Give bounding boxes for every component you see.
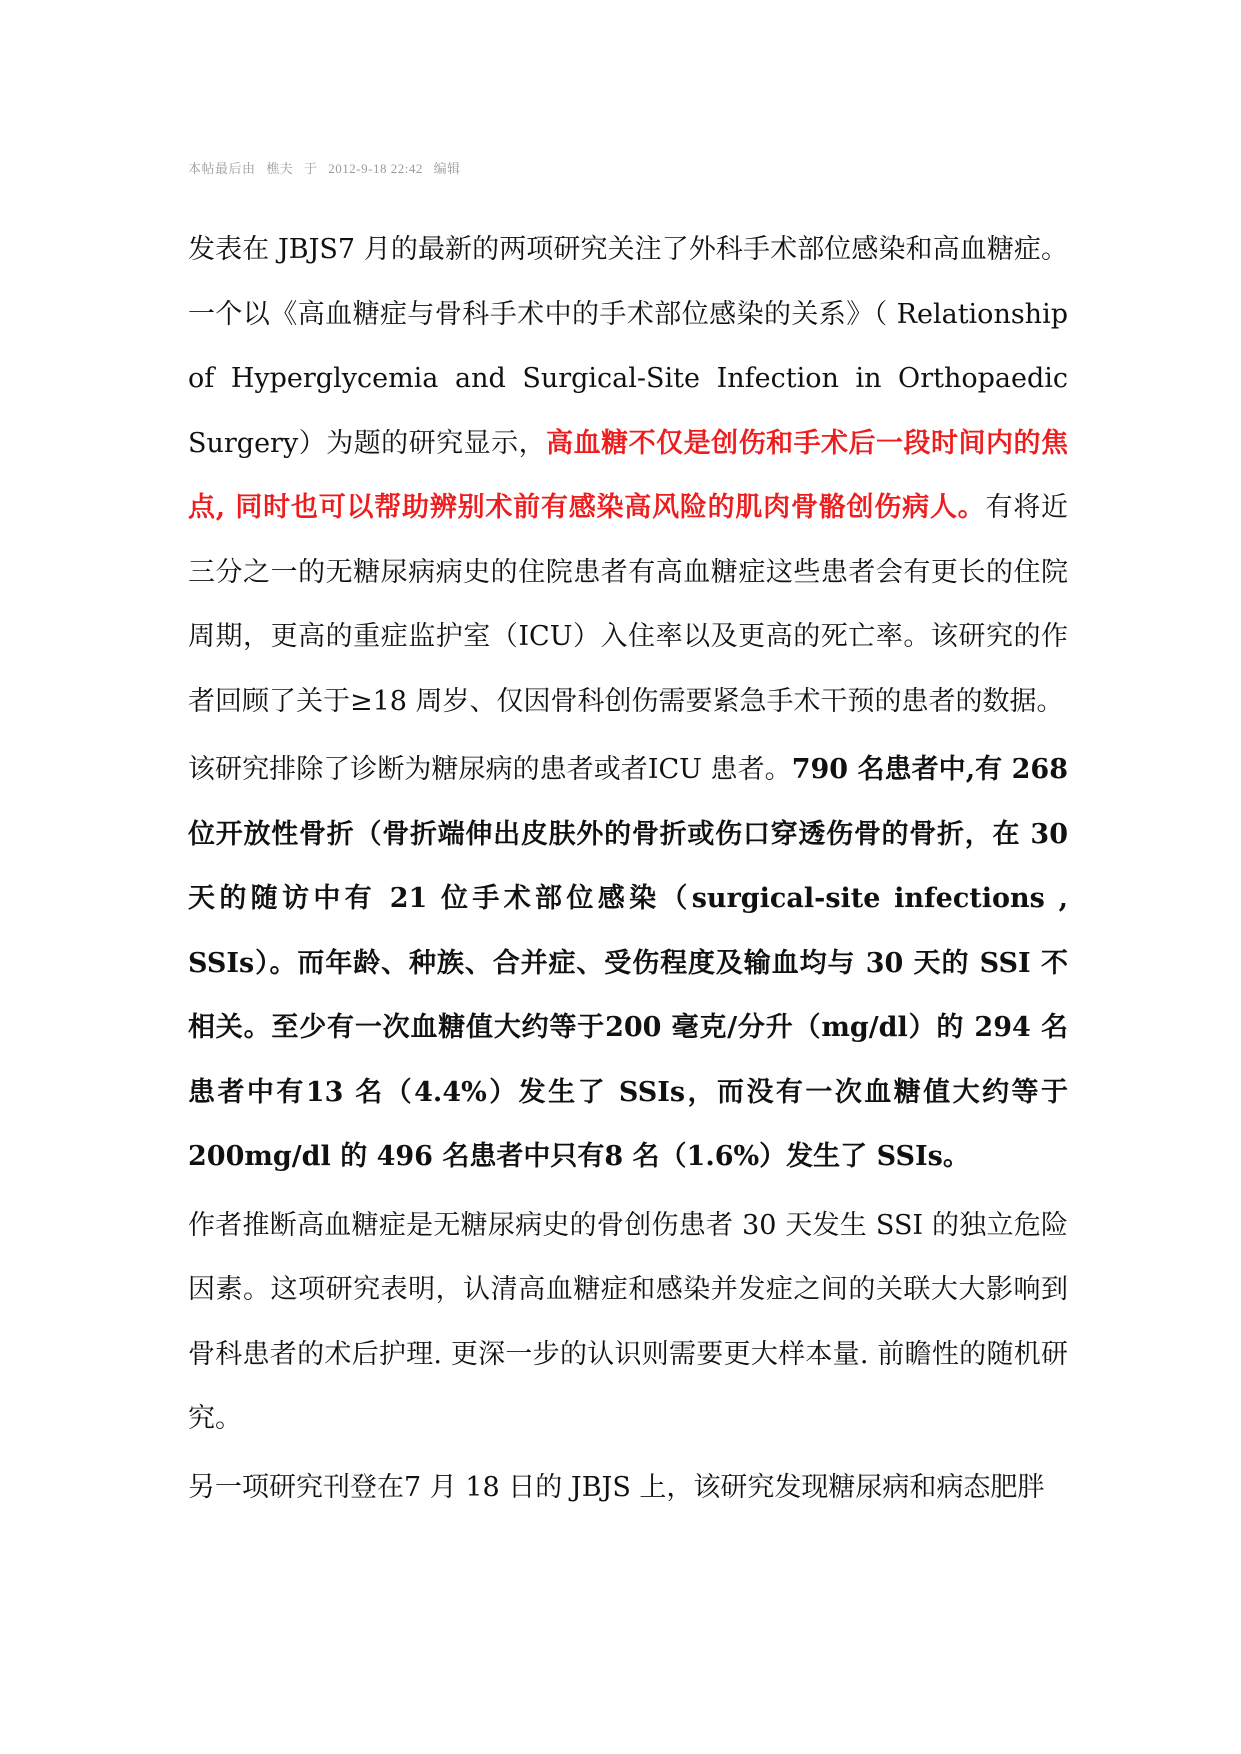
paragraph-4: 另一项研究刊登在7 月 18 日的 JBJS 上，该研究发现糖尿病和病态肥胖 xyxy=(188,1471,1045,1503)
edit-meta-line xyxy=(188,158,468,177)
edit-meta-prefix: 本帖最后由 xyxy=(188,161,256,176)
edit-meta-at: 于 xyxy=(304,161,318,176)
paragraph-1 xyxy=(188,218,1068,734)
article-body xyxy=(188,218,1068,1520)
edit-meta-author: 樵夫 xyxy=(266,161,294,176)
paragraph-1-intro: 发表在 JBJS7 月的最新的两项研究关注了外科手术部位感染和高血糖症。一个以《高血糖症与骨科手术中的手术部位感染的关系》（ Relationship of Hyperglycemia and Surgical-Site Infection in Orthopaedic Surgery）为题的研究显示， xyxy=(188,234,1068,459)
paragraph-2 xyxy=(188,738,1068,1190)
paragraph-2-bold: 790 名患者中,有 268 位开放性骨折（骨折端伸出皮肤外的骨折或伤口穿透伤骨的骨折，在 30 天的随访中有 21 位手术部位感染（surgical-site infections , SSIs）。而年龄、种族、合并症、受伤程度及输血均与 30 天的 SSI 不相关。至少有一次血糖值大约等于200 毫克/分升（mg/dl）的 294 名患者中有13 名（4.4%）发生了 SSIs，而没有一次血糖值大约等于200mg/dl 的 496 名患者中只有8 名（1.6%）发生了 SSIs。 xyxy=(188,754,1068,1172)
edit-meta-datetime: 2012-9-18 22:42 xyxy=(328,161,423,176)
paragraph-3: 作者推断高血糖症是无糖尿病史的骨创伤患者 30 天发生 SSI 的独立危险因素。这项研究表明，认清高血糖症和感染并发症之间的关联大大影响到骨科患者的术后护理. 更深一步的认识则需要更大样本量. 前瞻性的随机研究。 xyxy=(188,1209,1068,1434)
paragraph-1-highlight: 高血糖不仅是创伤和手术后一段时间内的焦点, 同时也可以帮助辨别术前有感染高风险的肌肉骨骼创伤病人。 xyxy=(188,427,1068,523)
paragraph-2-intro: 该研究排除了诊断为糖尿病的患者或者ICU 患者。 xyxy=(188,754,792,785)
paragraph-1-rest: 有将近三分之一的无糖尿病病史的住院患者有高血糖症这些患者会有更长的住院周期，更高的重症监护室（ICU）入住率以及更高的死亡率。该研究的作者回顾了关于≥18 周岁、仅因骨科创伤需要紧急手术干预的患者的数据。 xyxy=(188,492,1068,717)
edit-meta-action: 编辑 xyxy=(433,161,461,176)
